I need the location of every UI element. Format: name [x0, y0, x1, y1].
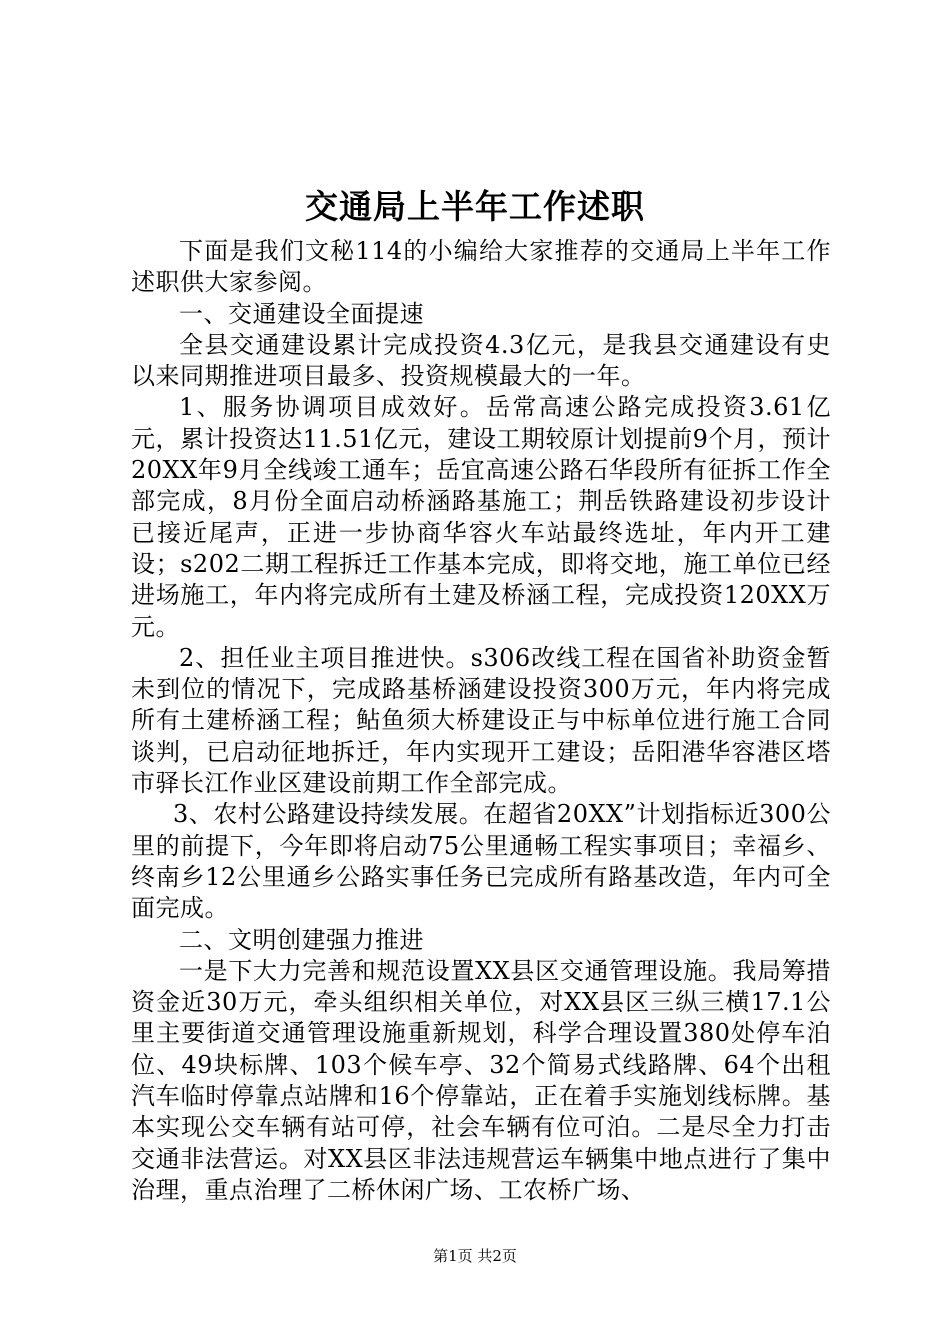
section-heading-2: 二、文明创建强力推进 [179, 925, 424, 954]
civilization-paragraph: 一是下大力完善和规范设置XX县区交通管理设施。我局筹措资金近30万元，牵头组织相关单位，对XX县区三纵三横17.1公里主要街道交通管理设施重新规划，科学合理设置380处停车泊位、49块标牌、103个候车亭、32个简易式线路牌、64个出租汽车临时停靠点站牌和16个停靠站，正在着手实施划线标牌。基本实现公交车辆有站可停，社会车辆有位可泊。二是尽全力打击交通非法营运。对XX县区非法违规营运车辆集中地点进行了集中治理，重点治理了二桥休闲广场、工农桥广场、 [131, 956, 831, 1204]
document-title: 交通局上半年工作述职 [305, 187, 645, 226]
item-3-paragraph: 3、农村公路建设持续发展。在超省20XX”计划指标近300公里的前提下，今年即将启动75公里通畅工程实事项目；幸福乡、终南乡12公里通乡公路实事任务已完成所有路基改造，年内可全面完成。 [131, 800, 831, 923]
section-heading-1: 一、交通建设全面提速 [179, 299, 424, 328]
document-body [131, 236, 831, 1206]
item-2-paragraph: 2、担任业主项目推进快。s306改线工程在国省补助资金暂未到位的情况下，完成路基桥涵建设投资300万元，年内将完成所有土建桥涵工程；鲇鱼须大桥建设正与中标单位进行施工合同谈判，已启动征地拆迁，年内实现开工建设；岳阳港华容港区塔市驿长江作业区建设前期工作全部完成。 [131, 643, 831, 798]
intro-paragraph: 下面是我们文秘114的小编给大家推荐的交通局上半年工作述职供大家参阅。 [131, 237, 831, 297]
page-number-footer: 第1页 共2页 [433, 1247, 517, 1265]
summary-paragraph: 全县交通建设累计完成投资4.3亿元，是我县交通建设有史以来同期推进项目最多、投资规模最大的一年。 [131, 330, 831, 391]
item-1-paragraph: 1、服务协调项目成效好。岳常高速公路完成投资3.61亿元，累计投资达11.51亿元，建设工期较原计划提前9个月，预计20XX年9月全线竣工通车；岳宜高速公路石华段所有征拆工作全部完成，8月份全面启动桥涵路基施工；荆岳铁路建设初步设计已接近尾声，正进一步协商华容火车站最终选址，年内开工建设；s202二期工程拆迁工作基本完成，即将交地，施工单位已经进场施工，年内将完成所有土建及桥涵工程，完成投资120XX万元。 [131, 393, 831, 641]
